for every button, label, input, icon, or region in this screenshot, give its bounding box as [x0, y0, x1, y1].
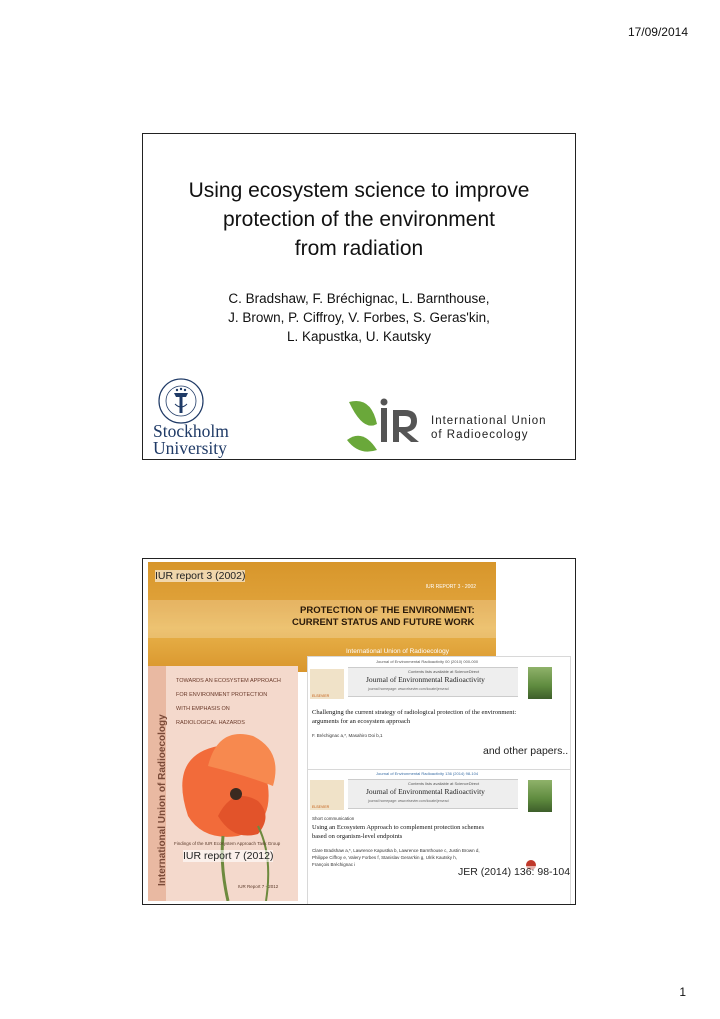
title-line: protection of the environment: [223, 208, 495, 231]
journal-cover-thumbnail: [528, 780, 552, 812]
stockholm-university-seal-icon: [157, 377, 205, 425]
iur-leaf-icon: [341, 392, 431, 458]
page-number: 1: [679, 985, 686, 999]
iur-wordmark: [431, 414, 547, 442]
paper-author-line: Clare Bradshaw a,*, Lawrence Kapustka b, Lawrence Barnthouse c, Justin Brown d,: [312, 848, 480, 853]
paper-contents: Contents lists available at ScienceDirect: [408, 781, 480, 786]
cover-title-line: PROTECTION OF THE ENVIRONMENT:: [300, 605, 475, 616]
label-other-papers: and other papers..: [483, 745, 569, 757]
title-line: from radiation: [294, 237, 424, 260]
paper-author-line: François Bréchignac i: [312, 862, 356, 867]
journal-header: [348, 667, 518, 697]
date-header: 17/09/2014: [627, 25, 688, 39]
cover-findings-line: Findings of the IUR Ecosystem Approach Task Group: [174, 841, 281, 846]
author-line: C. Bradshaw, F. Bréchignac, L. Barnthouse,: [228, 291, 490, 306]
paper-authors: F. Bréchignac a,*, Masahiro Doi b,1: [312, 733, 383, 738]
label-jer-citation: JER (2014) 136: 98-104: [458, 866, 571, 878]
paper-author-line: Philippe Ciffroy e, Valery Forbes f, Stanislav Geras'kin g, Ulrik Kautsky h,: [312, 855, 457, 860]
author-list: [143, 289, 575, 346]
iur7-cover-image: [148, 666, 298, 901]
cover-header-line: FOR ENVIRONMENT PROTECTION: [176, 692, 268, 698]
paper-citation: Journal of Environmental Radioactivity 00 (2010) 000-000: [376, 659, 479, 664]
journal-cover-thumbnail: [528, 667, 552, 699]
label-iur-report-3: IUR report 3 (2002): [155, 570, 246, 582]
wordmark-line: International Union: [431, 415, 547, 427]
title-slide: [142, 133, 576, 460]
cover-vertical-title: International Union of Radioecology: [157, 714, 168, 886]
cover-report-number: IUR REPORT 3 - 2002: [425, 584, 476, 590]
wordmark-line: Stockholm: [153, 421, 229, 441]
journal-name: Journal of Environmental Radioactivity: [366, 675, 485, 684]
label-iur-report-7: IUR report 7 (2012): [183, 850, 274, 862]
paper-contents: Contents lists available at ScienceDirect: [408, 669, 480, 674]
elsevier-logo: ELSEVIER: [310, 780, 344, 810]
paper-citation: Journal of Environmental Radioactivity 136 (2014) 98-104: [376, 771, 479, 776]
author-line: J. Brown, P. Ciffroy, V. Forbes, S. Geras'kin,: [228, 310, 490, 325]
title-line: Using ecosystem science to improve: [188, 179, 530, 202]
journal-name: Journal of Environmental Radioactivity: [366, 787, 485, 796]
paper-bradshaw-jer: [307, 769, 571, 905]
publications-slide: [142, 558, 576, 905]
paper-title-line: arguments for an ecosystem approach: [312, 718, 411, 725]
journal-homepage: journal homepage: www.elsevier.com/locate/jenvrad: [368, 799, 449, 803]
poppy-flower-icon: [148, 666, 298, 901]
cover-header-line: RADIOLOGICAL HAZARDS: [176, 720, 245, 726]
elsevier-logo: ELSEVIER: [310, 669, 344, 699]
cover-header-line: TOWARDS AN ECOSYSTEM APPROACH: [176, 678, 281, 684]
wordmark-line: University: [153, 438, 227, 458]
cover-report-line: IUR Report 7 - 2012: [238, 884, 279, 889]
stockholm-university-wordmark: [153, 423, 229, 457]
paper-title-line: Challenging the current strategy of radiological protection of the environment:: [312, 709, 517, 716]
cover-organisation: International Union of Radioecology: [346, 648, 449, 655]
cover-title-line: CURRENT STATUS AND FUTURE WORK: [292, 617, 475, 628]
paper-title-line: Using an Ecosystem Approach to complement protection schemes: [312, 824, 485, 831]
author-line: L. Kapustka, U. Kautsky: [286, 329, 432, 344]
paper-breichignac-doi: [307, 656, 571, 776]
cover-header-line: WITH EMPHASIS ON: [176, 706, 230, 712]
iur-logo: [341, 392, 573, 458]
journal-homepage: journal homepage: www.elsevier.com/locate/jenvrad: [368, 687, 449, 691]
journal-header: [348, 779, 518, 809]
stockholm-university-logo: [153, 377, 245, 457]
slide-title: [143, 176, 575, 263]
wordmark-line: of Radioecology: [431, 429, 529, 441]
paper-type: Short communication: [312, 816, 355, 821]
paper-title-line: based on organism-level endpoints: [312, 833, 403, 840]
